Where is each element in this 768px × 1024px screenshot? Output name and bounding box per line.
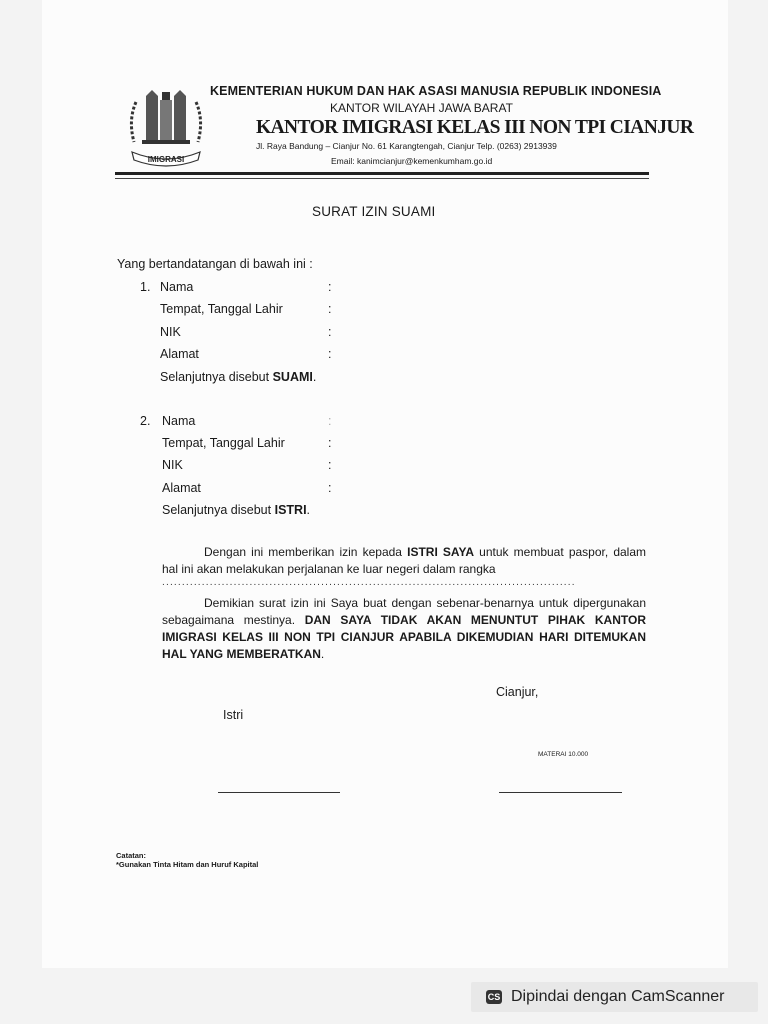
note-text: *Gunakan Tinta Hitam dan Huruf Kapital xyxy=(116,860,259,869)
imigrasi-logo xyxy=(118,86,214,170)
person2-colon-birth: : xyxy=(328,436,332,450)
header-divider-thick xyxy=(115,172,649,175)
stamp-label: MATERAI 10.000 xyxy=(538,751,589,758)
logo-text: IMIGRASI xyxy=(147,155,185,164)
signer-left-label: Istri xyxy=(223,708,244,722)
person2-colon-name: : xyxy=(328,414,332,428)
person1-reference: Selanjutnya disebut SUAMI. xyxy=(160,370,317,384)
office-name: KANTOR IMIGRASI KELAS III NON TPI CIANJUR xyxy=(256,117,694,138)
person2-field-name: Nama xyxy=(162,414,196,428)
person1-colon-birth: : xyxy=(328,302,332,316)
person2-colon-nik: : xyxy=(328,458,332,472)
header-divider-thin xyxy=(115,178,649,179)
purpose-blank-line: ........................................................................................................ xyxy=(162,577,576,588)
regional-office: KANTOR WILAYAH JAWA BARAT xyxy=(330,101,513,115)
permission-paragraph: Dengan ini memberikan izin kepada ISTRI SAYA untuk membuat paspor, dalam hal ini akan melakukan perjalanan ke luar negeri dalam rangka xyxy=(162,545,647,576)
person2-reference: Selanjutnya disebut ISTRI. xyxy=(162,503,311,517)
document-page xyxy=(42,0,728,968)
person2-field-birth: Tempat, Tanggal Lahir xyxy=(162,436,285,450)
person1-colon-address: : xyxy=(328,347,332,361)
place-date: Cianjur, xyxy=(496,685,539,699)
signature-line-right xyxy=(499,792,622,793)
person1-colon-name: : xyxy=(328,280,332,294)
office-address: Jl. Raya Bandung – Cianjur No. 61 Karangtengah, Cianjur Telp. (0263) 2913939 xyxy=(256,141,557,151)
person1-field-name: Nama xyxy=(160,280,194,294)
camscanner-icon: CS xyxy=(487,992,501,1002)
person1-field-address: Alamat xyxy=(160,347,199,361)
person1-field-birth: Tempat, Tanggal Lahir xyxy=(160,302,283,316)
person2-field-address: Alamat xyxy=(162,481,201,495)
intro-text: Yang bertandatangan di bawah ini : xyxy=(117,257,313,271)
declaration-paragraph: Demikian surat izin ini Saya buat dengan sebenar-benarnya untuk dipergunakan sebagaimana mestinya. DAN SAYA TIDAK AKAN MENUNTUT PIHAK KANTOR IMIGRASI KELAS III NON TPI CIANJUR APABILA DIKEMUDIAN HARI DITEMUKAN HAL YANG MEMBERATKAN. xyxy=(162,596,646,661)
document-title: SURAT IZIN SUAMI xyxy=(312,204,436,219)
camscanner-watermark xyxy=(471,982,758,1012)
office-email: Email: kanimcianjur@kemenkumham.go.id xyxy=(331,156,493,166)
signature-line-left xyxy=(218,792,340,793)
person2-colon-address: : xyxy=(328,481,332,495)
person2-field-nik: NIK xyxy=(162,458,183,472)
person1-field-nik: NIK xyxy=(160,325,181,339)
person1-colon-nik: : xyxy=(328,325,332,339)
ministry-name: KEMENTERIAN HUKUM DAN HAK ASASI MANUSIA REPUBLIK INDONESIA xyxy=(210,84,662,98)
note-title: Catatan: xyxy=(116,851,147,860)
person2-number: 2. xyxy=(140,414,151,428)
camscanner-text: Dipindai dengan CamScanner xyxy=(511,988,725,1005)
person1-number: 1. xyxy=(140,280,151,294)
